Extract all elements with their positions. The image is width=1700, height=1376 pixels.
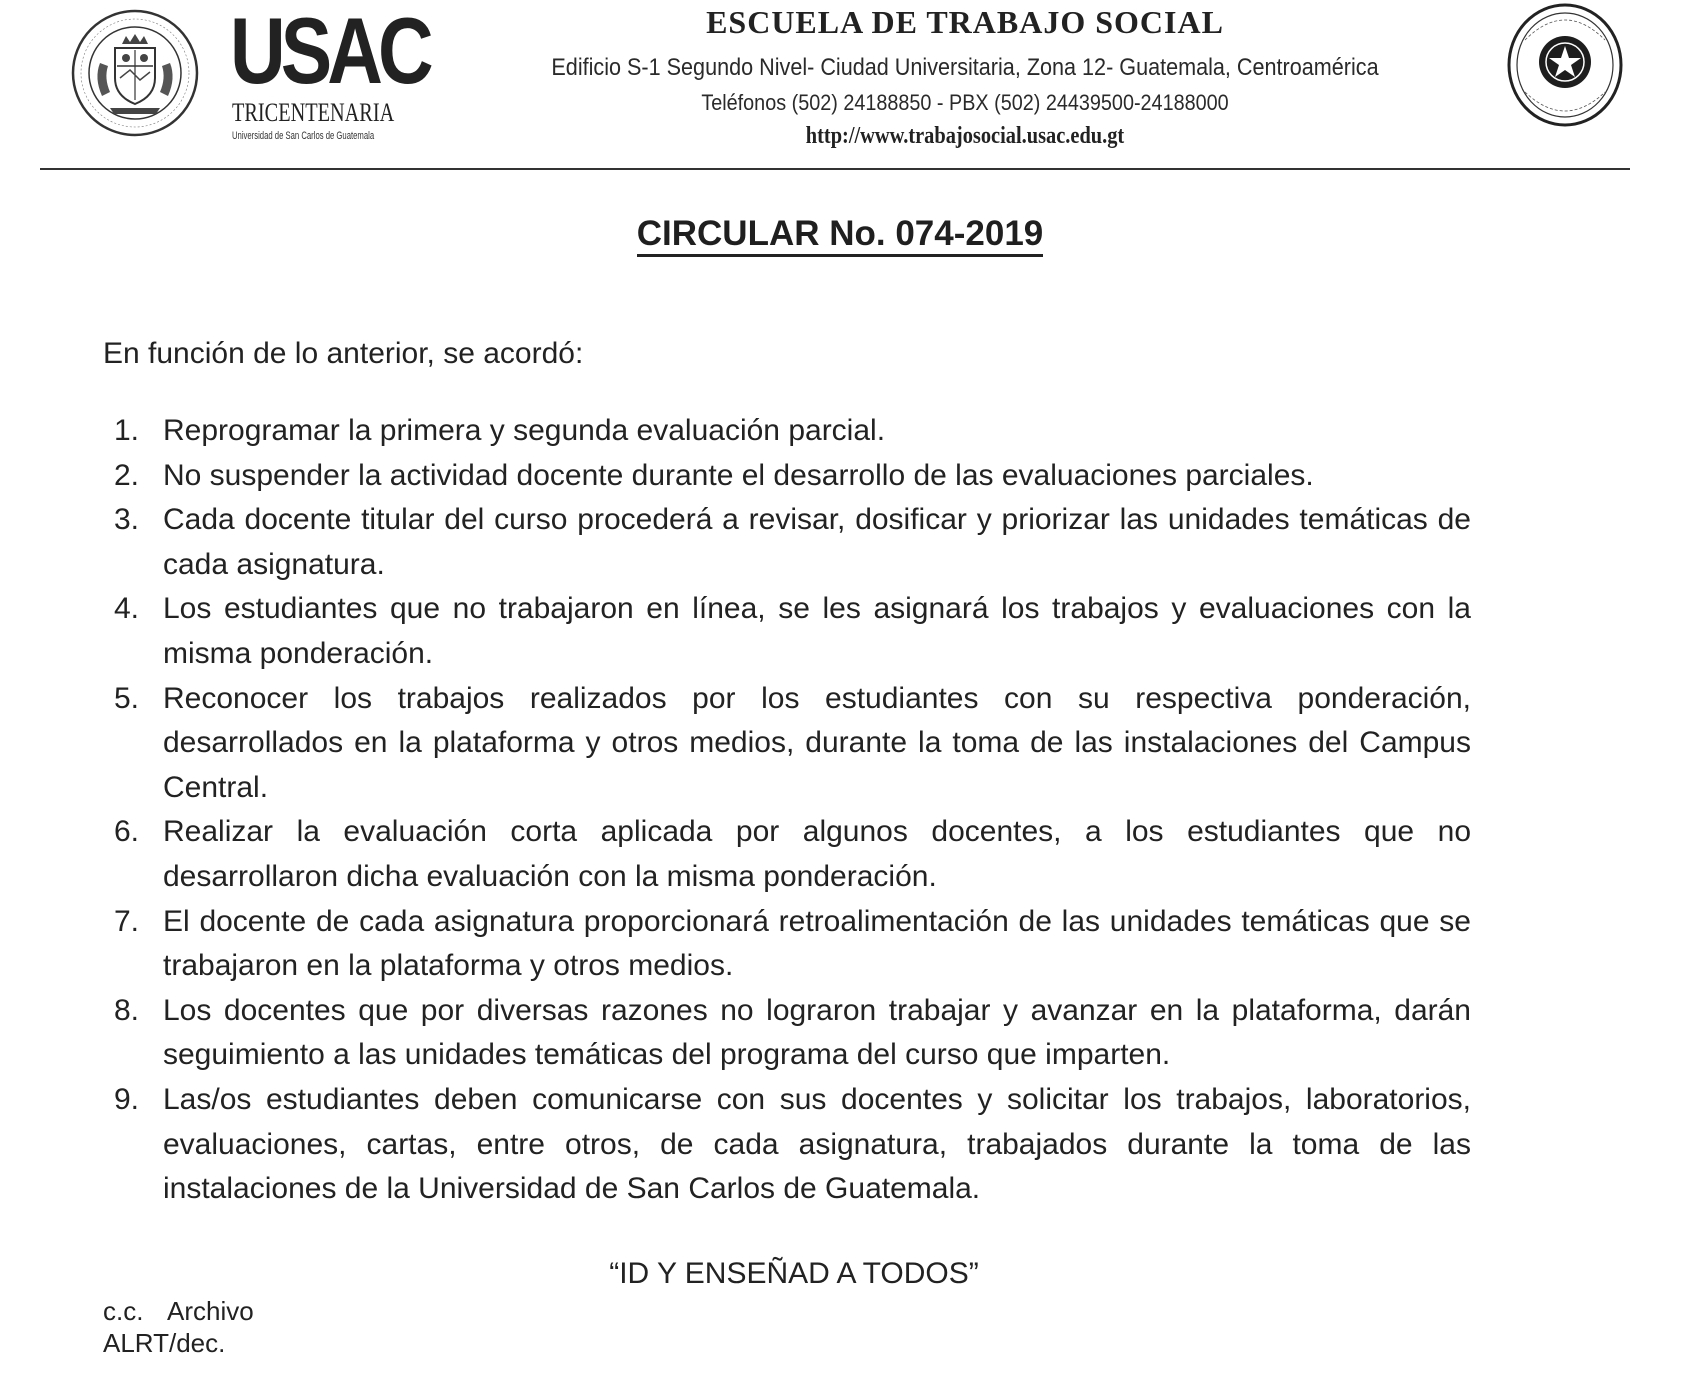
agreement-text: El docente de cada asignatura proporcionará retroalimentación de las unidades temáticas que se trabajaron en la plataforma y otros medios. (163, 904, 1471, 983)
agreements-list (103, 409, 1471, 1212)
circular-title-text: CIRCULAR No. 074-2019 (637, 214, 1044, 257)
carbon-copy-line (103, 1295, 254, 1327)
agreement-item (103, 989, 1471, 1078)
agreement-item (103, 498, 1471, 587)
agreement-item (103, 677, 1471, 811)
usac-logo-subtitle: Universidad de San Carlos de Guatemala (232, 130, 375, 142)
agreement-number: 3. (114, 503, 140, 537)
agreement-text: Los docentes que por diversas razones no lograron trabajar y avanzar en la plataforma, darán seguimiento a las unidades temáticas del programa del curso que imparten. (163, 993, 1471, 1072)
header-divider (40, 168, 1630, 170)
usac-logo-word: USAC (230, 0, 429, 103)
cc-label: c.c. (103, 1296, 144, 1326)
school-address: Edificio S-1 Segundo Nivel- Ciudad Universitaria, Zona 12- Guatemala, Centroamérica (551, 54, 1379, 81)
agreement-number: 9. (114, 1082, 140, 1116)
agreement-number: 4. (114, 592, 140, 626)
agreement-item (103, 1078, 1471, 1212)
agreement-number: 5. (114, 681, 140, 715)
school-website: http://www.trabajosocial.usac.edu.gt (805, 123, 1125, 149)
motto: “ID Y ENSEÑAD A TODOS” (609, 1257, 979, 1290)
school-seal-right (1505, 0, 1625, 130)
agreement-number: 2. (114, 458, 140, 492)
agreement-text: Realizar la evaluación corta aplicada por algunos docentes, a los estudiantes que no desarrollaron dicha evaluación con la misma ponderación. (163, 815, 1471, 893)
agreement-number: 1. (114, 414, 140, 447)
agreement-text: Reprogramar la primera y segunda evaluación parcial. (163, 414, 886, 447)
cc-value: Archivo (167, 1296, 254, 1326)
agreement-number: 7. (114, 904, 140, 938)
agreement-text: Los estudiantes que no trabajaron en línea, se les asignará los trabajos y evaluaciones con la misma ponderación. (163, 592, 1471, 670)
agreement-text: No suspender la actividad docente durante el desarrollo de las evaluaciones parciales. (163, 458, 1314, 492)
university-seal-left (70, 8, 200, 138)
agreement-item (103, 900, 1471, 989)
usac-logo-tagline: TRICENTENARIA (232, 98, 395, 127)
school-phones: Teléfonos (502) 24188850 - PBX (502) 24439500-24188000 (701, 90, 1229, 115)
agreement-item (103, 810, 1471, 899)
reference-initials: ALRT/dec. (103, 1328, 226, 1358)
agreement-number: 8. (114, 993, 140, 1027)
intro-text: En función de lo anterior, se acordó: (103, 337, 584, 370)
agreement-text: Reconocer los trabajos realizados por los estudiantes con su respectiva ponderación, desarrollados en la plataforma y otros medios, durante la toma de las instalaciones del Campus Central. (163, 681, 1471, 804)
agreement-item (103, 454, 1471, 499)
usac-logo (230, 0, 429, 144)
agreement-item (103, 409, 1471, 454)
agreement-text: Cada docente titular del curso procederá a revisar, dosificar y priorizar las unidades temáticas de cada asignatura. (163, 503, 1471, 581)
agreement-item (103, 587, 1471, 676)
agreement-number: 6. (114, 815, 140, 849)
agreement-text: Las/os estudiantes deben comunicarse con sus docentes y solicitar los trabajos, laboratorios, evaluaciones, cartas, entre otros, de cada asignatura, trabajados durante la toma de las instalaciones de la Universidad de San Carlos de Guatemala. (163, 1082, 1471, 1206)
school-name: ESCUELA DE TRABAJO SOCIAL (706, 4, 1224, 40)
circular-title (0, 214, 1680, 254)
